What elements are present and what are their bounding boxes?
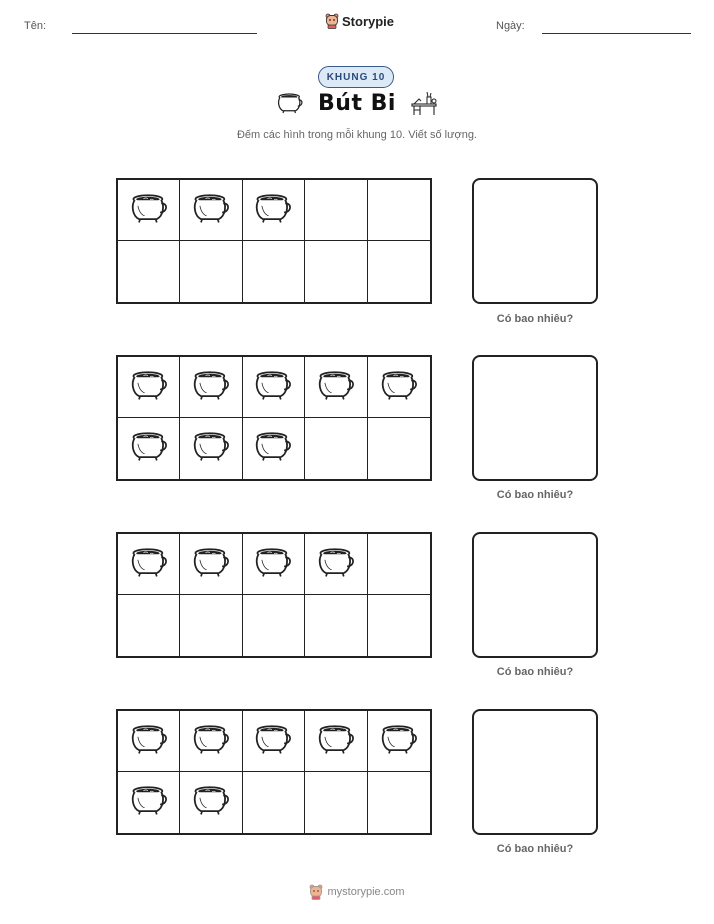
cauldron-pot-icon [191,429,231,468]
answer-label-1: Có bao nhiêu? [496,313,574,325]
brand-name: Storypie [342,13,395,29]
frame-cell [180,357,242,418]
cauldron-pot-icon [191,722,231,761]
cauldron-pot-icon [379,368,419,407]
frame-cell [243,357,305,418]
answer-label-2: Có bao nhiêu? [496,489,574,501]
frame-cell [243,711,305,772]
frame-cell [180,241,242,302]
frame-cell [118,357,180,418]
frame-cell [368,241,430,302]
cauldron-pot-icon [129,545,169,584]
cauldron-pot-icon [253,191,293,230]
cauldron-pot-icon [191,368,231,407]
cauldron-pot-icon [253,545,293,584]
footer-site: mystorypie.com [327,886,405,898]
cauldron-pot-icon [253,368,293,407]
frame-cell [180,711,242,772]
date-label: Ngày: [496,20,525,32]
frame-cell [243,241,305,302]
frame-cell [118,711,180,772]
cauldron-pot-icon [316,722,356,761]
frame-cell [180,534,242,595]
frame-cell [243,772,305,833]
frame-cell [118,241,180,302]
answer-label-3: Có bao nhiêu? [496,666,574,678]
name-line[interactable] [72,33,257,34]
ten-frame-1 [116,178,432,304]
frame-cell [118,595,180,656]
cauldron-pot-icon [253,722,293,761]
frame-cell [243,534,305,595]
instruction-text: Đếm các hình trong mỗi khung 10. Viết số lượng. [236,129,477,141]
cauldron-pot-icon [276,91,304,115]
frame-cell [180,595,242,656]
frame-cell [305,595,367,656]
cauldron-pot-icon [129,722,169,761]
storypie-mascot-icon [309,884,323,900]
frame-cell [368,534,430,595]
ten-frame-2 [116,355,432,481]
frame-cell [368,357,430,418]
frame-cell [305,418,367,479]
cauldron-pot-icon [129,191,169,230]
brand-logo [325,13,394,29]
cauldron-pot-icon [129,783,169,822]
name-label: Tên: [24,20,47,32]
footer [0,884,714,900]
answer-label-4: Có bao nhiêu? [496,843,574,855]
frame-cell [368,711,430,772]
answer-box-1[interactable] [472,178,598,304]
ten-frame-4 [116,709,432,835]
frame-cell [180,180,242,241]
frame-cell [243,418,305,479]
cauldron-pot-icon [316,545,356,584]
frame-cell [368,772,430,833]
storypie-mascot-icon [325,13,339,29]
frame-cell [180,418,242,479]
frame-cell [118,772,180,833]
cauldron-pot-icon [129,368,169,407]
frame-cell [368,180,430,241]
cauldron-pot-icon [191,783,231,822]
frame-cell [118,534,180,595]
frame-cell [118,180,180,241]
frame-cell [305,711,367,772]
frame-cell [368,595,430,656]
answer-box-3[interactable] [472,532,598,658]
frame-cell [305,180,367,241]
title-row [0,90,714,116]
frame-cell [243,595,305,656]
frame-cell [118,418,180,479]
date-line[interactable] [542,33,691,34]
frame-cell [305,772,367,833]
cauldron-pot-icon [316,368,356,407]
cauldron-pot-icon [129,429,169,468]
frame-cell [180,772,242,833]
answer-box-2[interactable] [472,355,598,481]
frame-cell [305,357,367,418]
cauldron-pot-icon [191,191,231,230]
frame-cell [243,180,305,241]
cauldron-pot-icon [379,722,419,761]
cauldron-pot-icon [253,429,293,468]
answer-box-4[interactable] [472,709,598,835]
frame-cell [368,418,430,479]
frame-cell [305,241,367,302]
frame-cell [305,534,367,595]
ten-frame-3 [116,532,432,658]
cauldron-pot-icon [191,545,231,584]
section-badge: KHUNG 10 [318,66,394,88]
desk-with-supplies-icon [410,90,438,116]
page-title: Bút Bi [318,90,396,116]
